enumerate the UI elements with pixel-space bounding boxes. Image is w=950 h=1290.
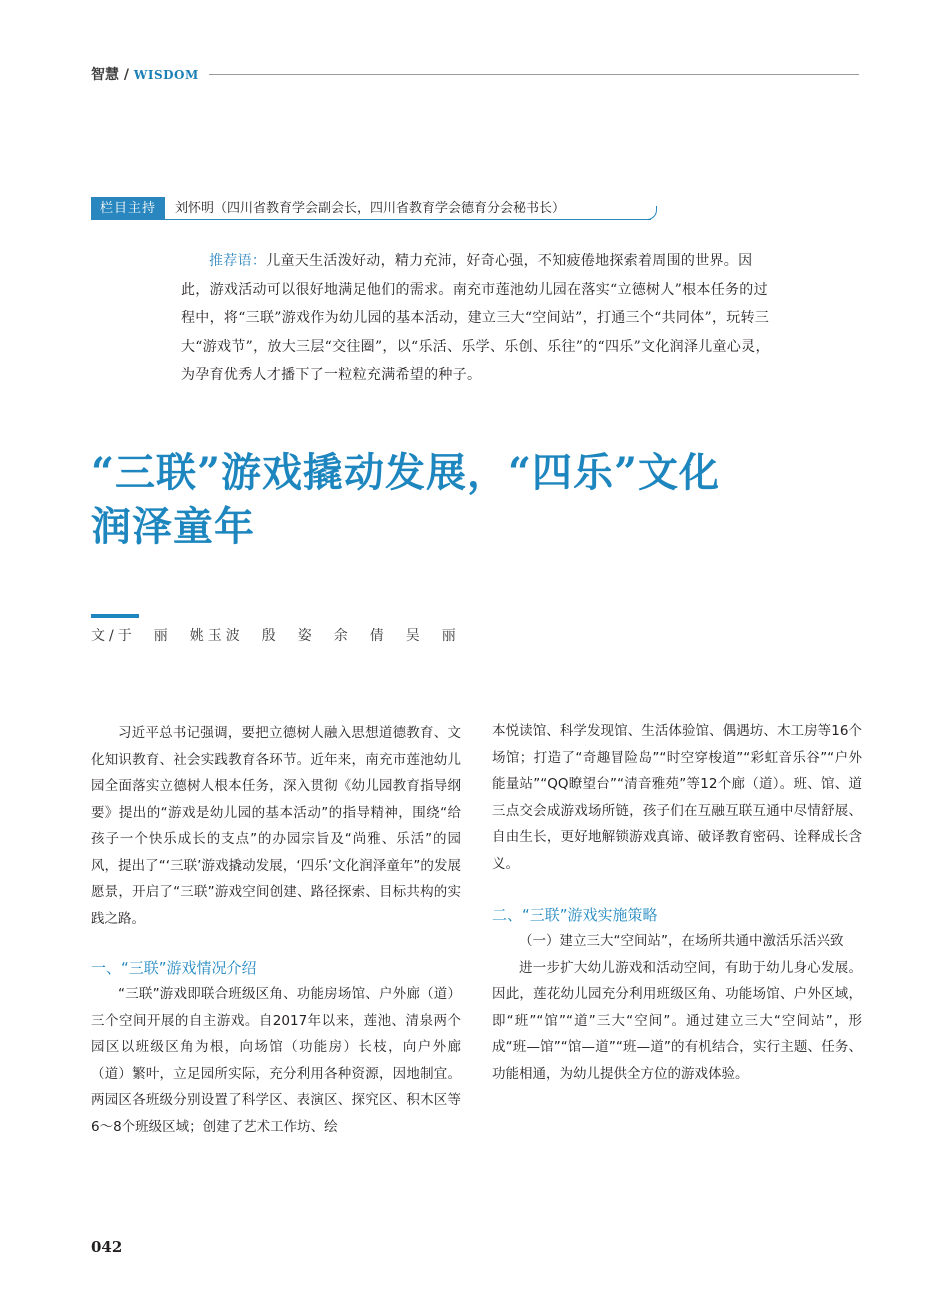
subsection-1-paragraph: 进一步扩大幼儿游戏和活动空间，有助于幼儿身心发展。因此，莲花幼儿园充分利用班级区角、功能场馆、户外区域，即“班”“馆”“道”三大“空间”。通过建立三大“空间站”，形成“班—馆”“馆—道”“班—道”的有机结合，实行主题、任务、功能相通，为幼儿提供全方位的游戏体验。 [492, 959, 862, 1082]
section-heading-1: 一、“三联”游戏情况介绍 [91, 959, 257, 977]
author-accent-bar [91, 614, 139, 618]
recommendation-label: 推荐语： [209, 253, 267, 269]
section-label-cn: 智慧 [91, 67, 119, 83]
continued-paragraph: 本悦读馆、科学发现馆、生活体验馆、偶遇坊、木工房等16个场馆；打造了“奇趣冒险岛”“时空穿梭道”“彩虹音乐谷”“户外能量站”“QQ瞭望台”“清音雅苑”等12个廊（道）。班、馆、道三点交会成游戏场所链，孩子们在互融互联互通中尽情舒展、自由生长，更好地解锁游戏真谛、破译教育密码、诠释成长含义。 [492, 723, 862, 872]
subsection-heading-1: （一）建立三大“空间站”，在场所共通中激活乐活兴致 [519, 933, 844, 949]
section-heading-2: 二、“三联”游戏实施策略 [492, 906, 658, 924]
header-rule [209, 74, 859, 75]
column-host-tag: 栏目主持 [91, 197, 165, 220]
article-title-line1: “三联”游戏撬动发展，“四乐”文化 [91, 449, 721, 496]
section-label-en: WISDOM [133, 68, 199, 82]
section-label-sep: / [119, 67, 134, 83]
running-header [91, 66, 859, 86]
column-host-curve [643, 206, 657, 220]
article-title-line2: 润泽童年 [91, 503, 255, 550]
recommendation-text: 儿童天生活泼好动，精力充沛，好奇心强，不知疲倦地探索着周围的世界。因此，游戏活动可以很好地满足他们的需求。南充市莲池幼儿园在落实“立德树人”根本任务的过程中，将“三联”游戏作为幼儿园的基本活动，建立三大“空间站”，打通三个“共同体”，玩转三大“游戏节”，放大三层“交往圈”，以“乐活、乐学、乐创、乐往”的“四乐”文化润泽儿童心灵，为孕育优秀人才播下了一粒粒充满希望的种子。 [181, 253, 770, 383]
column-host [91, 197, 657, 220]
recommendation-paragraph [181, 247, 771, 390]
left-column [91, 720, 461, 1140]
intro-paragraph: 习近平总书记强调，要把立德树人融入思想道德教育、文化知识教育、社会实践教育各环节。近年来，南充市莲池幼儿园全面落实立德树人根本任务，深入贯彻《幼儿园教育指导纲要》提出的“游戏是幼儿园的基本活动”的指导精神，围绕“给孩子一个快乐成长的支点”的办园宗旨及“尚雅、乐活”的园风，提出了“‘三联’游戏撬动发展，‘四乐’文化润泽童年”的发展愿景，开启了“三联”游戏空间创建、路径探索、目标共构的实践之路。 [91, 725, 461, 927]
section-label [91, 66, 199, 84]
right-column [492, 718, 862, 1087]
column-host-text: 刘怀明（四川省教育学会副会长，四川省教育学会德育分会秘书长） [175, 201, 566, 216]
article-title [91, 446, 891, 554]
column-host-underline [165, 219, 651, 220]
page-number: 042 [91, 1238, 123, 1256]
author-byline: 文/于 丽 姚玉波 殷 姿 余 倩 吴 丽 [91, 628, 460, 644]
section-1-paragraph: “三联”游戏即联合班级区角、功能房场馆、户外廊（道）三个空间开展的自主游戏。自2017年以来，莲池、清泉两个园区以班级区角为根，向场馆（功能房）长枝，向户外廊（道）繁叶，立足园所实际，充分利用各种资源，因地制宜。两园区各班级分别设置了科学区、表演区、探究区、积木区等6～8个班级区域；创建了艺术工作坊、绘 [91, 986, 461, 1135]
recommendation [181, 247, 771, 390]
